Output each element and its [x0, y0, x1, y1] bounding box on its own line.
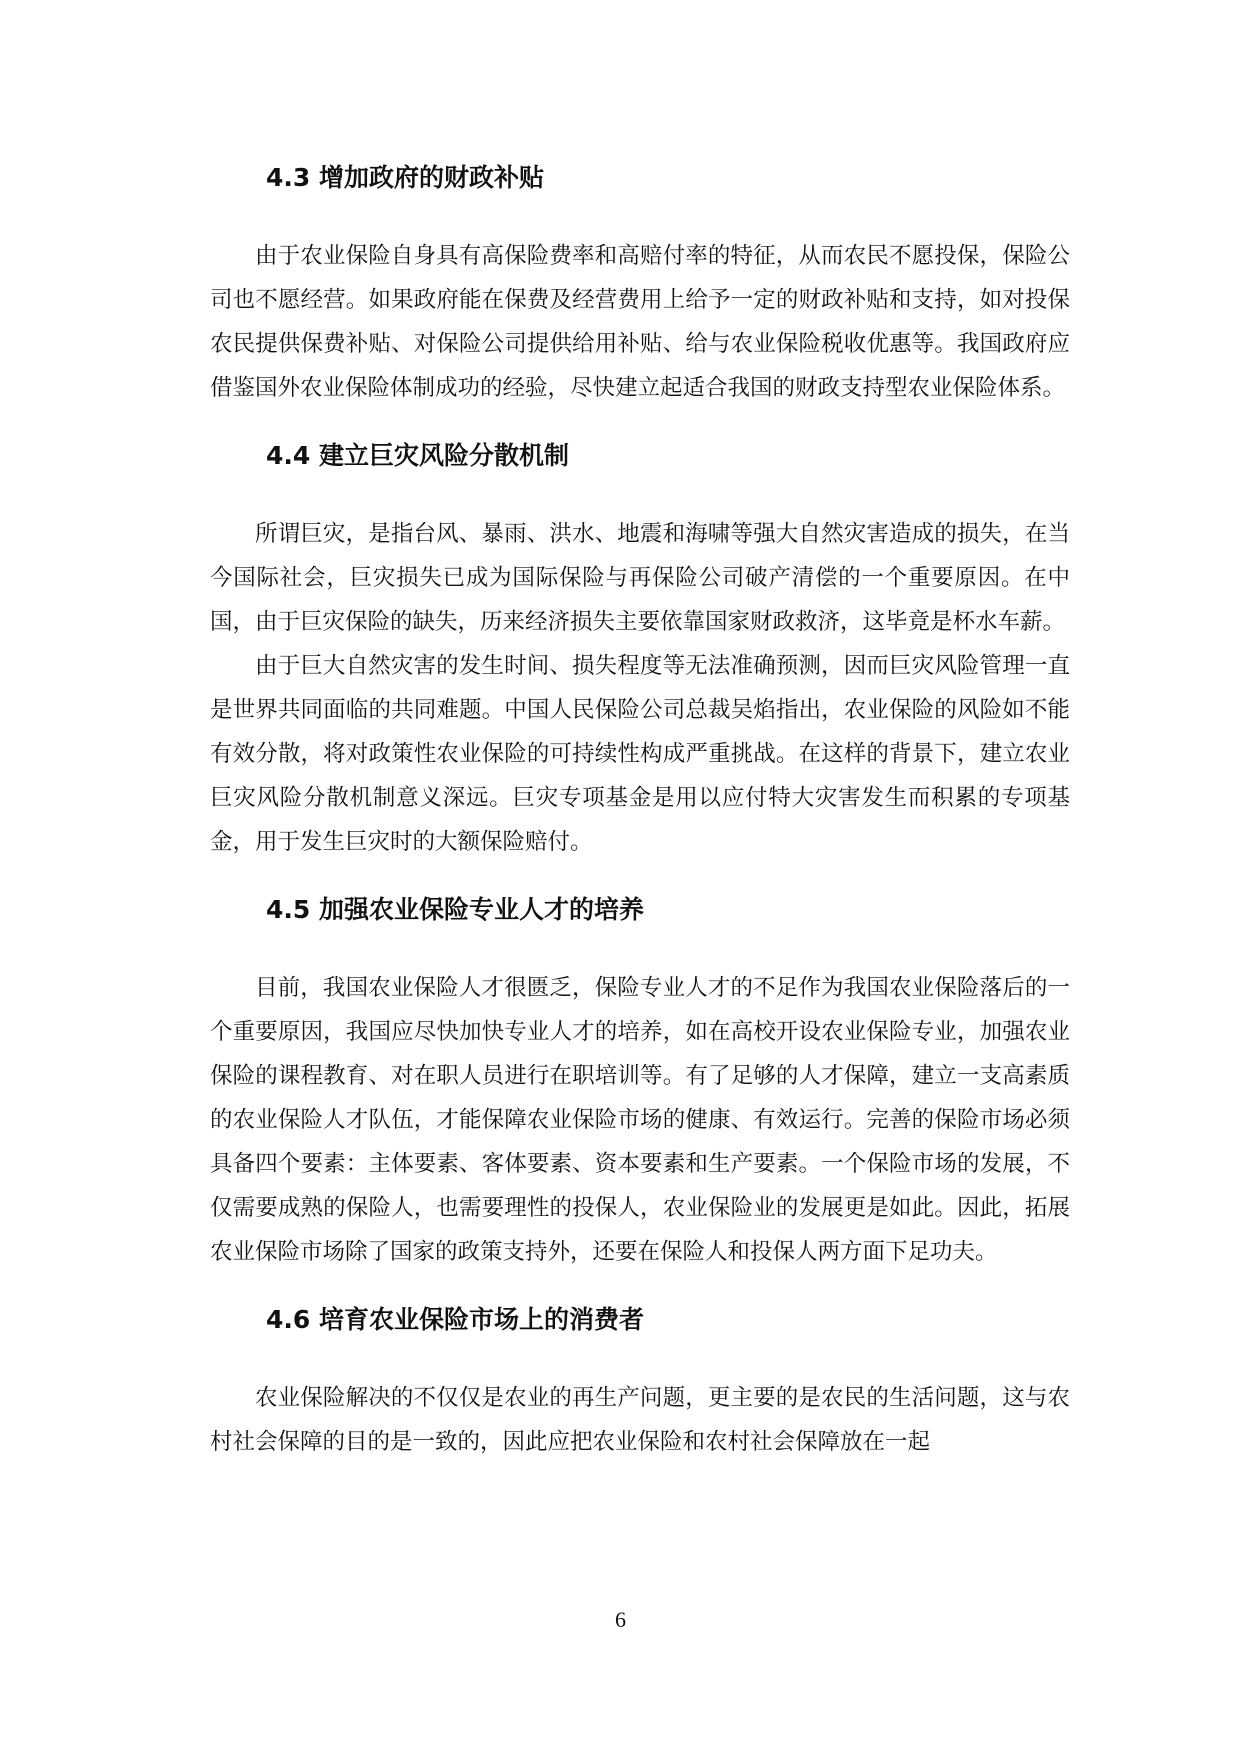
section-4-5	[210, 892, 1070, 1274]
paragraph: 由于巨大自然灾害的发生时间、损失程度等无法准确预测，因而巨灾风险管理一直是世界共同面临的共同难题。中国人民保险公司总裁吴焰指出，农业保险的风险如不能有效分散，将对政策性农业保险的可持续性构成严重挑战。在这样的背景下，建立农业巨灾风险分散机制意义深远。巨灾专项基金是用以应付特大灾害发生而积累的专项基金，用于发生巨灾时的大额保险赔付。	[210, 653, 1070, 855]
paragraph: 所谓巨灾，是指台风、暴雨、洪水、地震和海啸等强大自然灾害造成的损失，在当今国际社会，巨灾损失已成为国际保险与再保险公司破产清偿的一个重要原因。在中国，由于巨灾保险的缺失，历来经济损失主要依靠国家财政救济，这毕竟是杯水车薪。	[210, 521, 1070, 635]
section-heading: 4.5 加强农业保险专业人才的培养	[266, 895, 644, 924]
section-4-6	[210, 1302, 1070, 1464]
paragraph: 农业保险解决的不仅仅是农业的再生产问题，更主要的是农民的生活问题，这与农村社会保障的目的是一致的，因此应把农业保险和农村社会保障放在一起	[210, 1385, 1070, 1455]
page-number: 6	[615, 1607, 626, 1632]
section-4-4	[210, 438, 1070, 864]
paragraph: 由于农业保险自身具有高保险费率和高赔付率的特征，从而农民不愿投保，保险公司也不愿经营。如果政府能在保费及经营费用上给予一定的财政补贴和支持，如对投保农民提供保费补贴、对保险公司提供给用补贴、给与农业保险税收优惠等。我国政府应借鉴国外农业保险体制成功的经验，尽快建立起适合我国的财政支持型农业保险体系。	[210, 243, 1070, 401]
section-4-3	[210, 160, 1070, 410]
section-heading: 4.3 增加政府的财政补贴	[266, 163, 544, 192]
section-heading: 4.6 培育农业保险市场上的消费者	[266, 1305, 644, 1334]
paragraph: 目前，我国农业保险人才很匮乏，保险专业人才的不足作为我国农业保险落后的一个重要原因，我国应尽快加快专业人才的培养，如在高校开设农业保险专业，加强农业保险的课程教育、对在职人员进行在职培训等。有了足够的人才保障，建立一支高素质的农业保险人才队伍，才能保障农业保险市场的健康、有效运行。完善的保险市场必须具备四个要素：主体要素、客体要素、资本要素和生产要素。一个保险市场的发展，不仅需要成熟的保险人，也需要理性的投保人，农业保险业的发展更是如此。因此，拓展农业保险市场除了国家的政策支持外，还要在保险人和投保人两方面下足功夫。	[210, 975, 1070, 1265]
page-content	[210, 160, 1070, 1464]
section-heading: 4.4 建立巨灾风险分散机制	[266, 441, 569, 470]
